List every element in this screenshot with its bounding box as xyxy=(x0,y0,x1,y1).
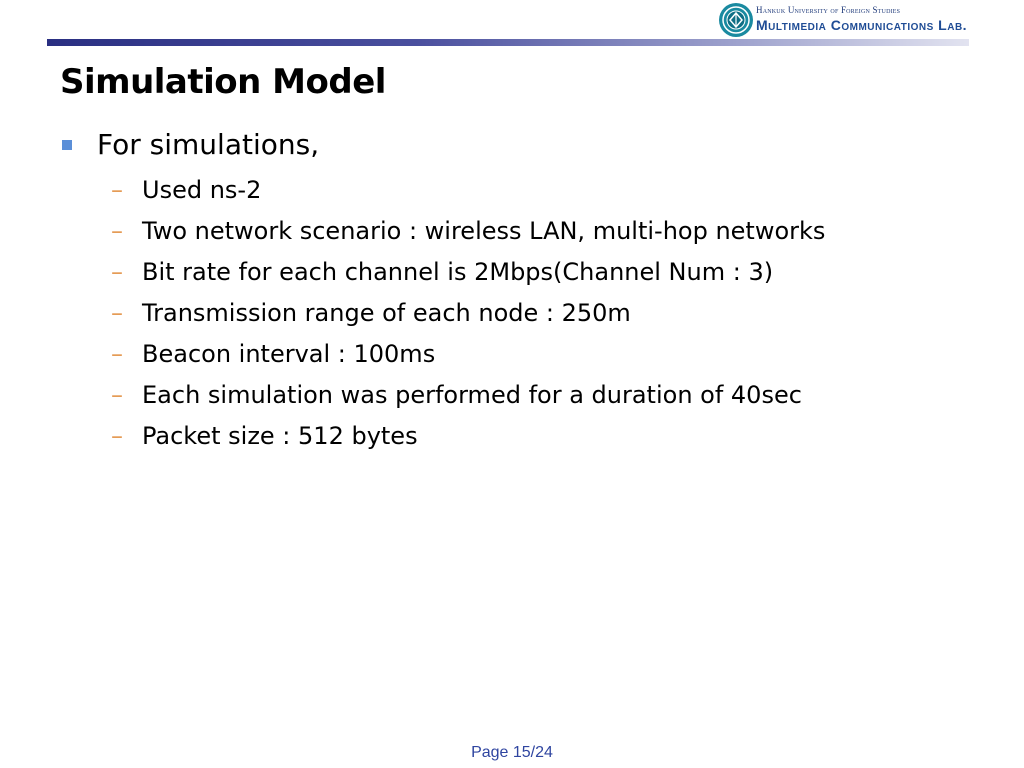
list-item xyxy=(0,340,1024,381)
dash-bullet-icon: – xyxy=(111,422,123,450)
dash-bullet-icon: – xyxy=(111,381,123,409)
list-item xyxy=(0,299,1024,340)
list-item xyxy=(0,176,1024,217)
sub-bullet-text: Bit rate for each channel is 2Mbps(Channel Num : 3) xyxy=(142,258,774,286)
dash-bullet-icon: – xyxy=(111,258,123,286)
dash-bullet-icon: – xyxy=(111,176,123,204)
page-label: Page 15 xyxy=(471,744,531,761)
university-name: Hankuk University of Foreign Studies xyxy=(756,5,901,15)
sub-bullet-text: Packet size : 512 bytes xyxy=(142,422,418,450)
lab-name: Multimedia Communications Lab. xyxy=(756,17,968,33)
sub-bullet-text: Two network scenario : wireless LAN, multi-hop networks xyxy=(142,217,826,245)
sub-bullet-list xyxy=(0,176,1024,463)
page-number xyxy=(0,744,1024,762)
dash-bullet-icon: – xyxy=(111,217,123,245)
lab-logo xyxy=(718,2,968,38)
square-bullet-icon xyxy=(62,140,72,150)
sub-bullet-text: Used ns-2 xyxy=(142,176,262,204)
dash-bullet-icon: – xyxy=(111,299,123,327)
dash-bullet-icon: – xyxy=(111,340,123,368)
list-item xyxy=(0,381,1024,422)
header-divider-bar xyxy=(47,39,969,46)
university-emblem-icon xyxy=(718,2,754,38)
bullet-text: For simulations, xyxy=(97,128,320,161)
page-total: /24 xyxy=(530,744,553,761)
sub-bullet-text: Each simulation was performed for a duration of 40sec xyxy=(142,381,802,409)
list-item xyxy=(0,217,1024,258)
list-item xyxy=(0,422,1024,463)
slide-title: Simulation Model xyxy=(60,62,386,102)
sub-bullet-text: Transmission range of each node : 250m xyxy=(142,299,631,327)
sub-bullet-text: Beacon interval : 100ms xyxy=(142,340,436,368)
list-item xyxy=(0,258,1024,299)
